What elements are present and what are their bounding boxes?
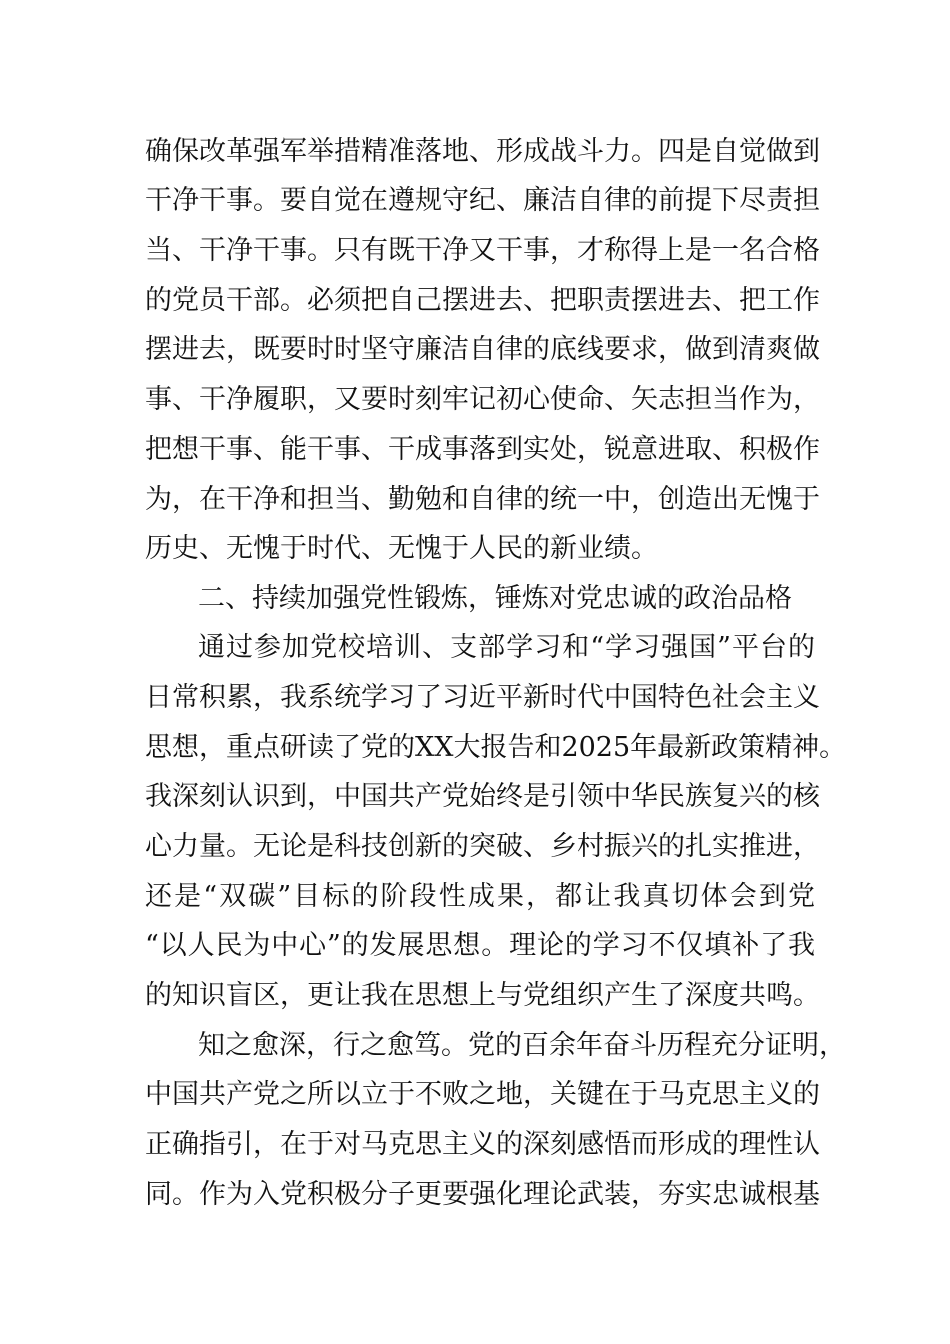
section-heading: 二、持续加强党性锻炼，锤炼对党忠诚的政治品格 — [198, 583, 792, 614]
paragraph-line: 还是“双碳”目标的阶段性成果，都让我真切体会到党 — [145, 881, 815, 912]
paragraph-line: 的知识盲区，更让我在思想上与党组织产生了深度共鸣。 — [145, 980, 820, 1011]
paragraph-line: 历史、无愧于时代、无愧于人民的新业绩。 — [145, 533, 658, 564]
paragraph-line: 正确指引，在于对马克思主义的深刻感悟而形成的理性认 — [145, 1129, 820, 1160]
paragraph-line: 干净干事。要自觉在遵规守纪、廉洁自律的前提下尽责担 — [145, 185, 820, 216]
paragraph-line: 知之愈深，行之愈笃。党的百余年奋斗历程充分证明， — [198, 1030, 846, 1061]
paragraph-line: 我深刻认识到，中国共产党始终是引领中华民族复兴的核 — [145, 781, 820, 812]
paragraph-line: 为，在干净和担当、勤勉和自律的统一中，创造出无愧于 — [145, 484, 820, 515]
paragraph-line: 日常积累，我系统学习了习近平新时代中国特色社会主义 — [145, 682, 820, 713]
paragraph-line: 事、干净履职，又要时刻牢记初心使命、矢志担当作为， — [145, 384, 820, 415]
paragraph-line: 心力量。无论是科技创新的突破、乡村振兴的扎实推进， — [145, 831, 820, 862]
paragraph-line: 中国共产党之所以立于不败之地，关键在于马克思主义的 — [145, 1079, 820, 1110]
paragraph-line: 同。作为入党积极分子更要强化理论武装，夯实忠诚根基 — [145, 1179, 820, 1210]
paragraph-line: 当、干净干事。只有既干净又干事，才称得上是一名合格 — [145, 235, 820, 266]
paragraph-line: 的党员干部。必须把自己摆进去、把职责摆进去、把工作 — [145, 285, 820, 316]
paragraph-line: 通过参加党校培训、支部学习和“学习强国”平台的 — [198, 632, 815, 663]
paragraph-line: “以人民为中心”的发展思想。理论的学习不仅填补了我 — [145, 930, 815, 961]
paragraph-line: 确保改革强军举措精准落地、形成战斗力。四是自觉做到 — [145, 136, 820, 167]
paragraph-line: 思想，重点研读了党的XX大报告和2025年最新政策精神。 — [145, 732, 847, 763]
paragraph-line: 摆进去，既要时时坚守廉洁自律的底线要求，做到清爽做 — [145, 334, 820, 365]
paragraph-line: 把想干事、能干事、干成事落到实处，锐意进取、积极作 — [145, 434, 820, 465]
